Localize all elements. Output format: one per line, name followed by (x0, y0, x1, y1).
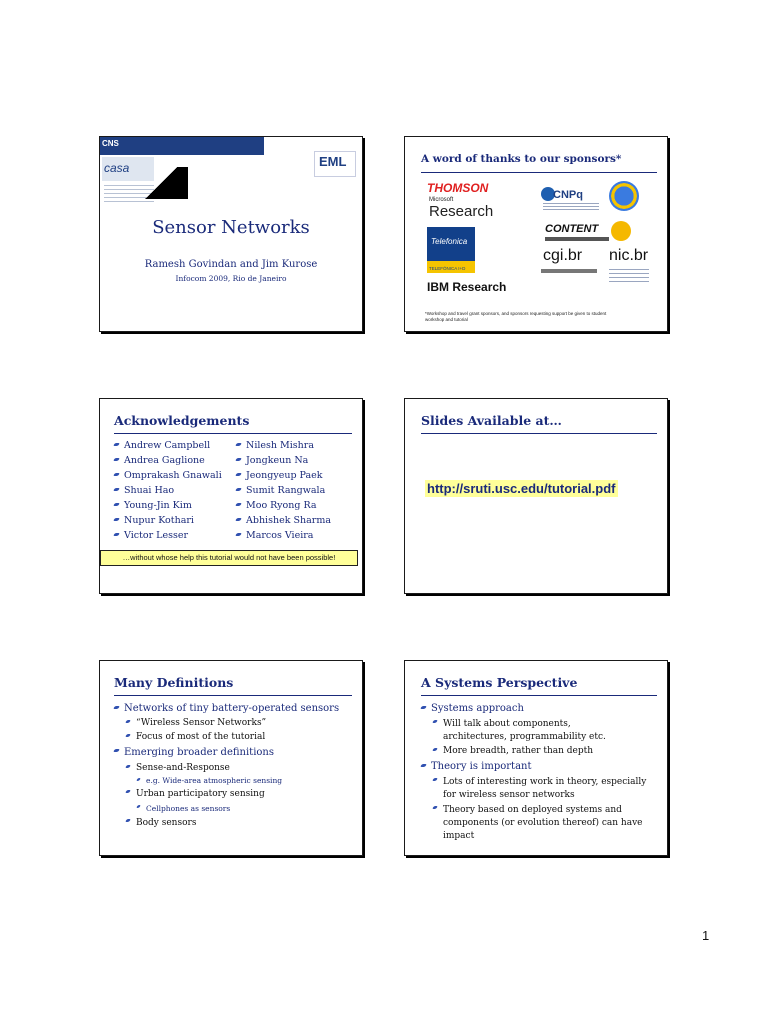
list-item: More breadth, rather than depth (431, 744, 659, 759)
list-item: Focus of most of the tutorial (124, 730, 356, 744)
research-logo: Research (429, 203, 494, 220)
list-item: Abhishek Sharma (234, 513, 354, 528)
list-item: Andrew Campbell (112, 438, 222, 453)
cnpq-logo: CNPq (553, 189, 583, 201)
definitions-list (112, 701, 356, 831)
slides-url-link[interactable]: http://sruti.usc.edu/tutorial.pdf (427, 481, 616, 496)
list-item: e.g. Wide-area atmospheric sensing (136, 775, 356, 786)
list-item: Victor Lesser (112, 528, 222, 543)
title-rule (421, 172, 657, 173)
eml-logo: EML (314, 151, 356, 177)
slide-acknowledgements (99, 398, 363, 594)
list-item: Systems approach (419, 701, 659, 716)
list-item: Jeongyeup Paek (234, 468, 354, 483)
list-item: Nilesh Mishra (234, 438, 354, 453)
slide3-title: Acknowledgements (114, 413, 250, 428)
slide1-venue: Infocom 2009, Rio de Janeiro (175, 274, 287, 283)
list-item: Shuai Hao (112, 483, 222, 498)
slide-systems-perspective (404, 660, 668, 856)
list-item: Theory is important (419, 759, 659, 774)
title-rule (114, 433, 352, 434)
title-rule (421, 433, 657, 434)
telefonica-logo: Telefonica TELEFÓNICA I+D (427, 227, 475, 273)
list-item: Sumit Rangwala (234, 483, 354, 498)
nsf-logo (609, 181, 639, 211)
list-item: Theory based on deployed systems and components (or evolution thereof) can have impact (431, 802, 659, 843)
perspective-list (419, 701, 659, 843)
content-logo: CONTENT (545, 223, 599, 235)
thanks-note: …without whose help this tutorial would not have been possible! (100, 550, 358, 566)
slide-sponsors (404, 136, 668, 332)
cnpq-caption (543, 203, 599, 211)
list-item: Sense-and-Response (124, 761, 356, 775)
list-item: “Wireless Sensor Networks” (124, 716, 356, 730)
list-item: Moo Ryong Ra (234, 498, 354, 513)
title-rule (421, 695, 657, 696)
slide-slides-available (404, 398, 668, 594)
slide4-title: Slides Available at… (421, 413, 562, 428)
slide1-title: Sensor Networks (152, 217, 310, 238)
slide1-authors: Ramesh Govindan and Jim Kurose (144, 259, 318, 270)
list-item: Andrea Gaglione (112, 453, 222, 468)
slide2-title: A word of thanks to our sponsors* (421, 153, 622, 165)
ibm-research-logo: IBM Research (427, 280, 507, 294)
list-item: Lots of interesting work in theory, especially for wireless sensor networks (431, 774, 653, 802)
list-item: Will talk about components, architectures, programmability etc. (431, 716, 621, 744)
thomson-logo: THOMSON (427, 181, 489, 195)
casa-banner-logo: CNS (102, 139, 119, 148)
list-item: Jongkeun Na (234, 453, 354, 468)
cgi-logo: cgi.br (543, 247, 583, 264)
names-right (234, 438, 354, 543)
casa-black-triangle (134, 167, 188, 199)
list-item: Marcos Vieira (234, 528, 354, 543)
microsoft-logo: Microsoft (429, 197, 454, 203)
slide2-footnote: *Workshop and travel grant sponsors, and sponsors requesting support be given to student workshop and tutorial (425, 311, 607, 322)
list-item: Young-Jin Kim (112, 498, 222, 513)
title-rule (114, 695, 352, 696)
slide-many-definitions (99, 660, 363, 856)
smiley-icon (611, 221, 631, 241)
list-item: Nupur Kothari (112, 513, 222, 528)
list-item: Urban participatory sensing (124, 786, 356, 802)
list-item: Networks of tiny battery-operated sensors (112, 701, 356, 716)
list-item: Omprakash Gnawali (112, 468, 222, 483)
content-caption (545, 237, 609, 241)
page-number: 1 (702, 928, 710, 943)
casa-logo: casa (102, 157, 154, 181)
slide5-title: Many Definitions (114, 675, 234, 690)
names-left (112, 438, 222, 543)
slide-title (99, 136, 363, 332)
casa-banner (100, 137, 264, 155)
nic-caption (609, 269, 649, 283)
list-item: Emerging broader definitions (112, 744, 356, 761)
cgi-caption (541, 269, 597, 273)
list-item: Body sensors (124, 815, 356, 831)
list-item: Cellphones as sensors (136, 802, 356, 815)
slide6-title: A Systems Perspective (421, 675, 578, 690)
nic-logo: nic.br (609, 247, 649, 264)
